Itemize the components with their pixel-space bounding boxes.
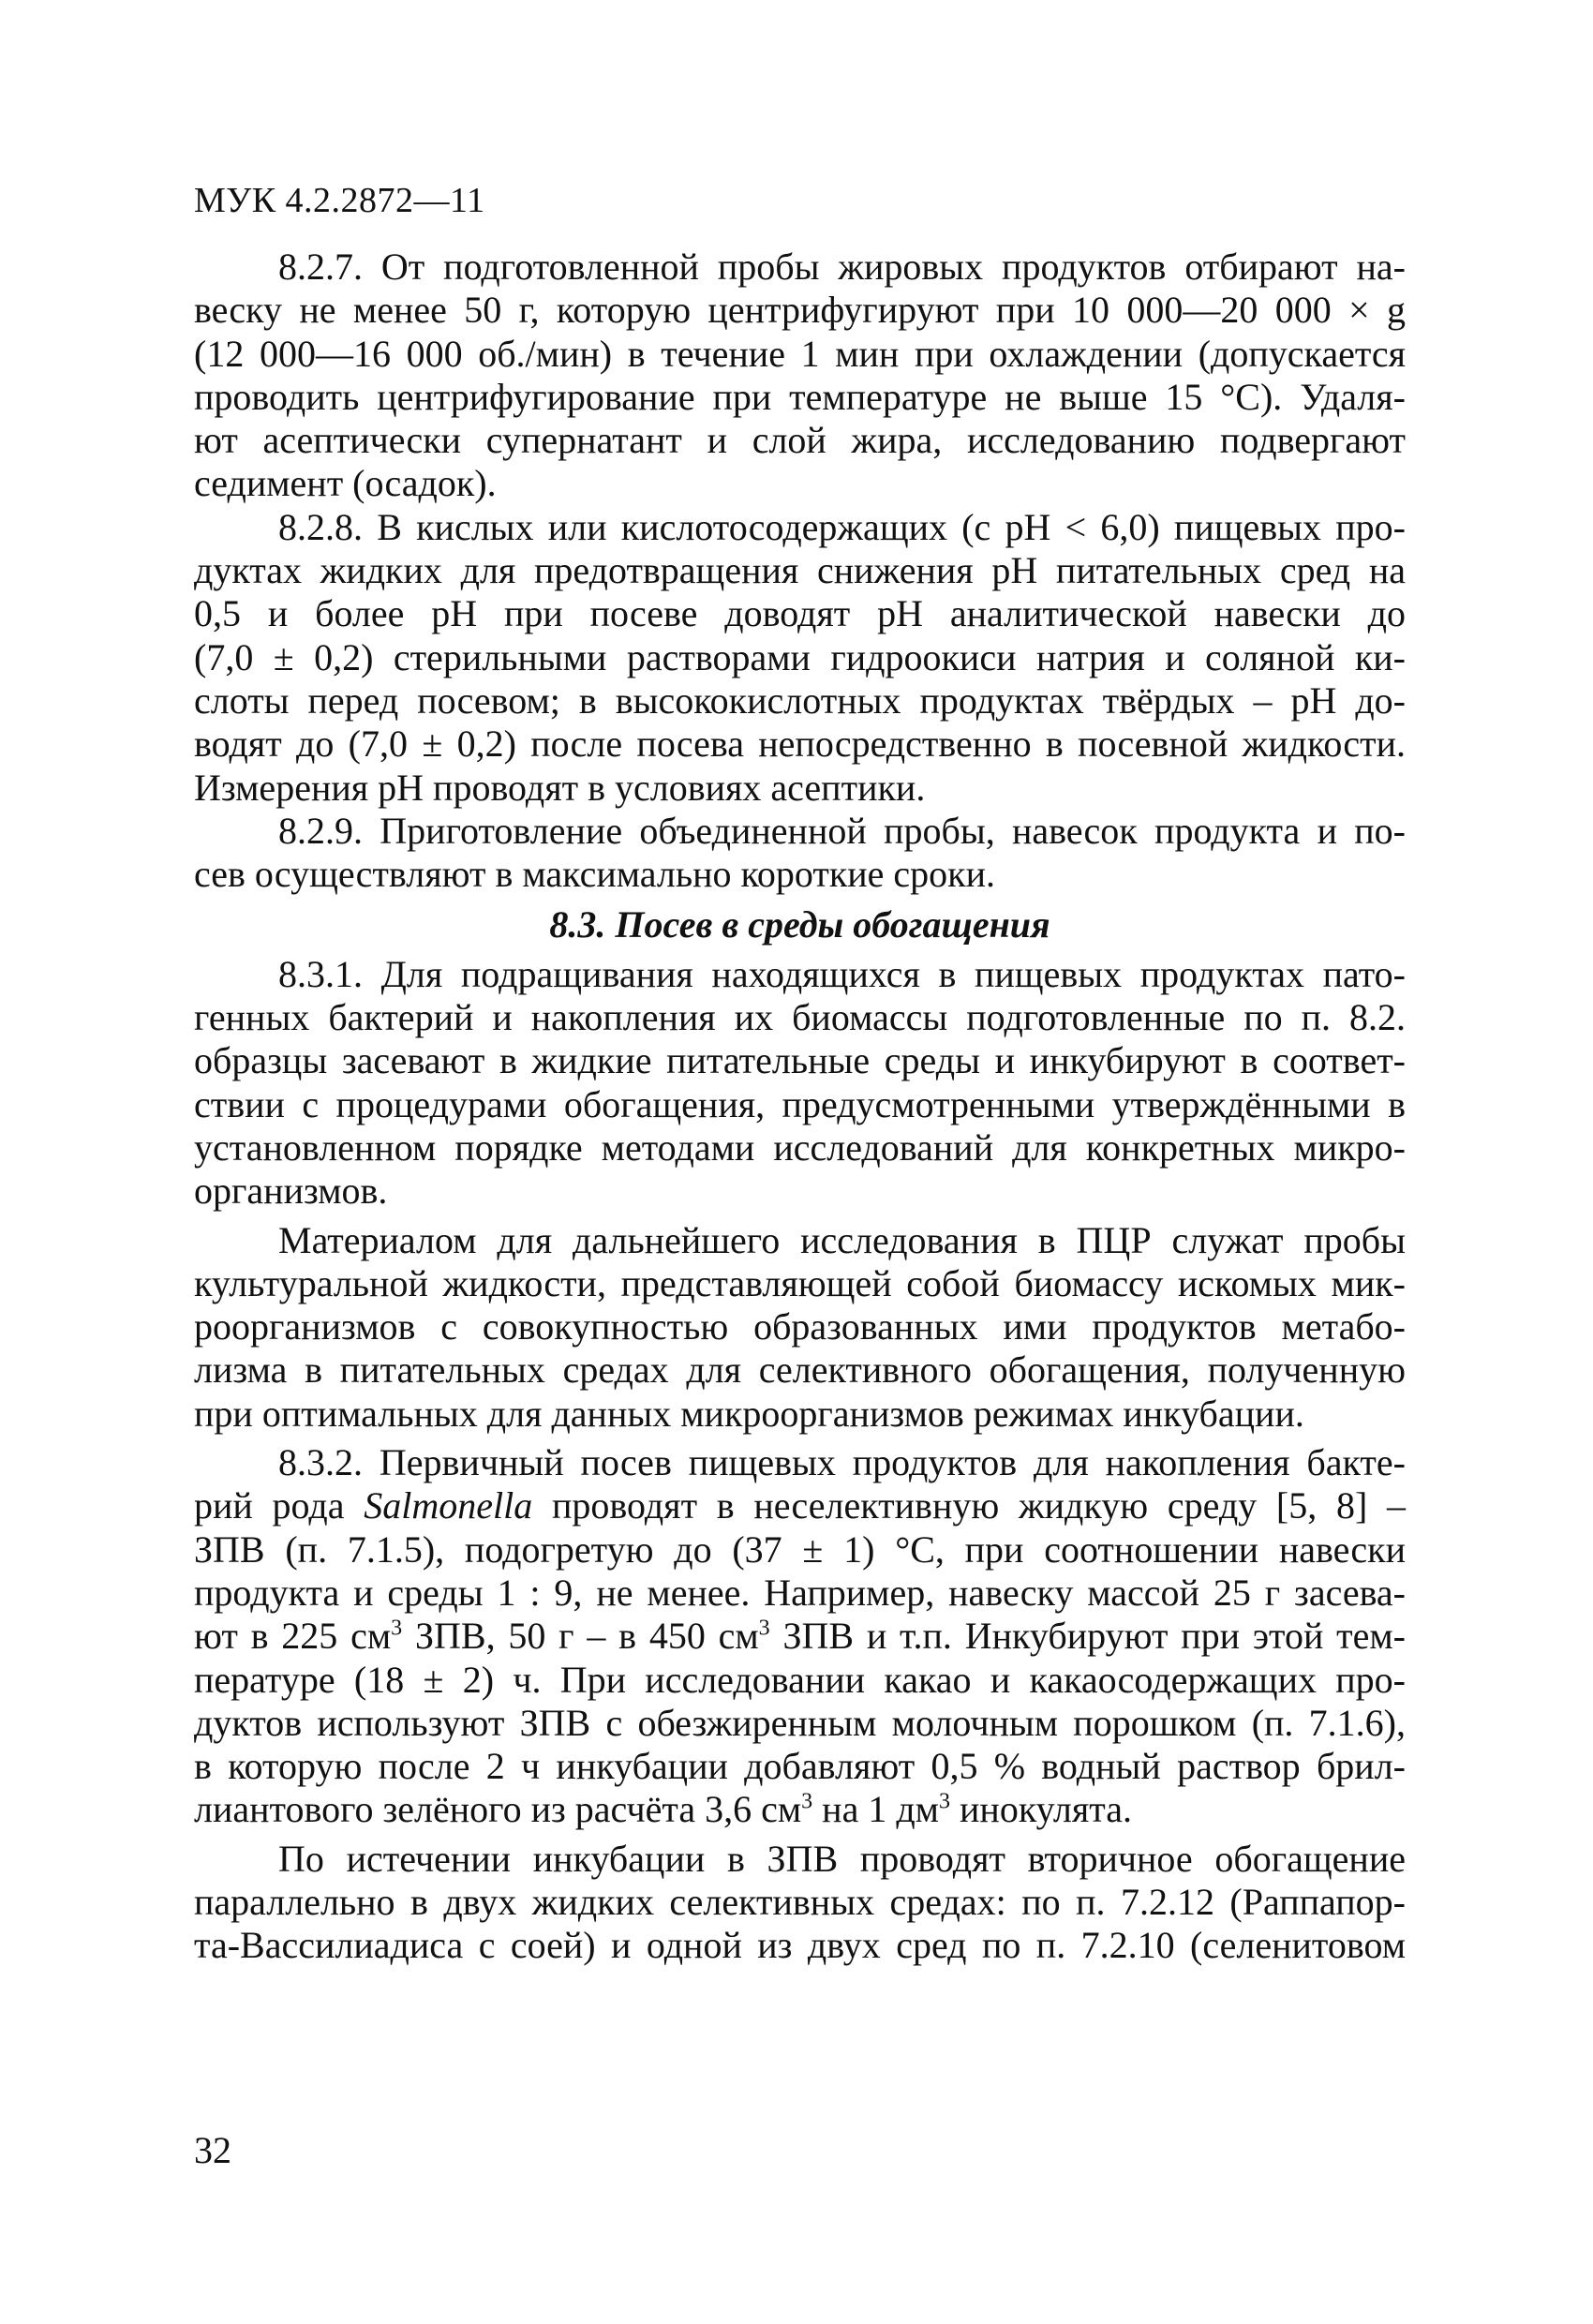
document-header: МУК 4.2.2872—11	[194, 181, 485, 220]
text-line: в которую после 2 ч инкубации добавляют 0,5 % водный раствор брил-	[194, 1745, 1406, 1788]
text-line: образцы засевают в жидкие питательные среды и инкубируют в соответ-	[194, 1039, 1406, 1082]
text-line: культуральной жидкости, представляющей собой биомассу искомых мик-	[194, 1261, 1406, 1304]
text-line: организмов.	[194, 1169, 388, 1213]
text-segment: рий рода	[194, 1484, 345, 1527]
text-line: продукта и среды 1 : 9, не менее. Например, навеску массой 25 г засева-	[194, 1571, 1406, 1614]
text-line: сев осуществляют в максимально короткие сроки.	[194, 853, 996, 896]
text-line: дуктах жидких для предотвращения снижения pH питательных сред на	[194, 549, 1406, 592]
text-line	[194, 1788, 1406, 1831]
text-line: при оптимальных для данных микроорганизмов режимах инкубации.	[194, 1392, 1304, 1435]
text-line: лизма в питательных средах для селективного обогащения, полученную	[194, 1348, 1406, 1392]
text-line: ствии с процедурами обогащения, предусмотренными утверждёнными в	[194, 1082, 1406, 1125]
text-line: 8.2.7. От подготовленной пробы жировых продуктов отбирают на-	[278, 246, 1406, 288]
text-segment: лиантового зелёного из расчёта 3,6 см	[194, 1788, 802, 1831]
text-line: роорганизмов с совокупностью образованных ими продуктов метабо-	[194, 1305, 1406, 1348]
text-line: веску не менее 50 г, которую центрифугируют при 10 000—20 000 × g	[194, 289, 1406, 332]
text-line: слоты перед посевом; в высококислотных продуктах твёрдых – pH до-	[194, 678, 1406, 722]
text-segment: проводят в неселективную жидкую среду [5, 8] –	[551, 1484, 1407, 1527]
text-line: дуктов используют ЗПВ с обезжиренным молочным порошком (п. 7.1.6),	[194, 1701, 1406, 1744]
text-line: установленном порядке методами исследований для конкретных микро-	[194, 1125, 1406, 1169]
text-line: генных бактерий и накопления их биомассы подготовленные по п. 8.2.	[194, 996, 1406, 1039]
text-line: седимент (осадок).	[194, 462, 497, 505]
text-line	[194, 1615, 1406, 1658]
genus-name: Salmonella	[364, 1484, 533, 1527]
text-line: Материалом для дальнейшего исследования в ПЦР служат пробы	[278, 1218, 1406, 1261]
text-line: ЗПВ (п. 7.1.5), подогретую до (37 ± 1) °С, при соотношении навески	[194, 1527, 1406, 1571]
text-line: ют асептически супернатант и слой жира, исследованию подвергают	[194, 419, 1406, 462]
superscript: 3	[801, 1790, 813, 1814]
superscript: 3	[391, 1616, 403, 1641]
text-line: 8.3.1. Для подращивания находящихся в пищевых продуктах пато-	[278, 952, 1406, 995]
superscript: 3	[939, 1790, 950, 1814]
text-line: проводить центрифугирование при температуре не выше 15 °С). Удаля-	[194, 375, 1406, 418]
superscript: 3	[758, 1616, 770, 1641]
text-line: 8.2.9. Приготовление объединенной пробы, навесок продукта и по-	[278, 809, 1406, 852]
text-line: 8.2.8. В кислых или кислотосодержащих (с pH < 6,0) пищевых про-	[278, 505, 1406, 548]
text-line: параллельно в двух жидких селективных средах: по п. 7.2.12 (Раппапор-	[194, 1880, 1406, 1923]
text-line: Измерения pH проводят в условиях асептики.	[194, 766, 926, 809]
text-segment: ЗПВ и т.п. Инкубируют при этой тем-	[769, 1615, 1407, 1658]
text-segment: ЗПВ, 50 г – в 450 см	[402, 1615, 759, 1658]
text-segment: ют в 225 см	[194, 1615, 392, 1658]
text-line: водят до (7,0 ± 0,2) после посева непосредственно в посевной жидкости.	[194, 723, 1406, 766]
text-line: 0,5 и более pH при посеве доводят pH аналитической навески до	[194, 592, 1406, 635]
text-line: (7,0 ± 0,2) стерильными растворами гидроокиси натрия и соляной ки-	[194, 635, 1406, 678]
document-body	[194, 246, 1406, 1968]
text-line	[194, 1484, 1406, 1527]
section-heading: 8.3. Посев в среды обогащения	[549, 903, 1050, 946]
text-line: (12 000—16 000 об./мин) в течение 1 мин при охлаждении (допускается	[194, 332, 1406, 375]
text-line: По истечении инкубации в ЗПВ проводят вторичное обогащение	[278, 1837, 1406, 1880]
text-line: пературе (18 ± 2) ч. При исследовании какао и какаосодержащих про-	[194, 1658, 1406, 1701]
text-line: та-Вассилиадиса с соей) и одной из двух сред по п. 7.2.10 (селенитовом	[194, 1924, 1406, 1967]
text-segment: инокулята.	[950, 1788, 1133, 1831]
text-segment: на 1 дм	[812, 1788, 939, 1831]
text-line: 8.3.2. Первичный посев пищевых продуктов для накопления бакте-	[278, 1441, 1406, 1484]
page-number: 32	[194, 2129, 231, 2171]
